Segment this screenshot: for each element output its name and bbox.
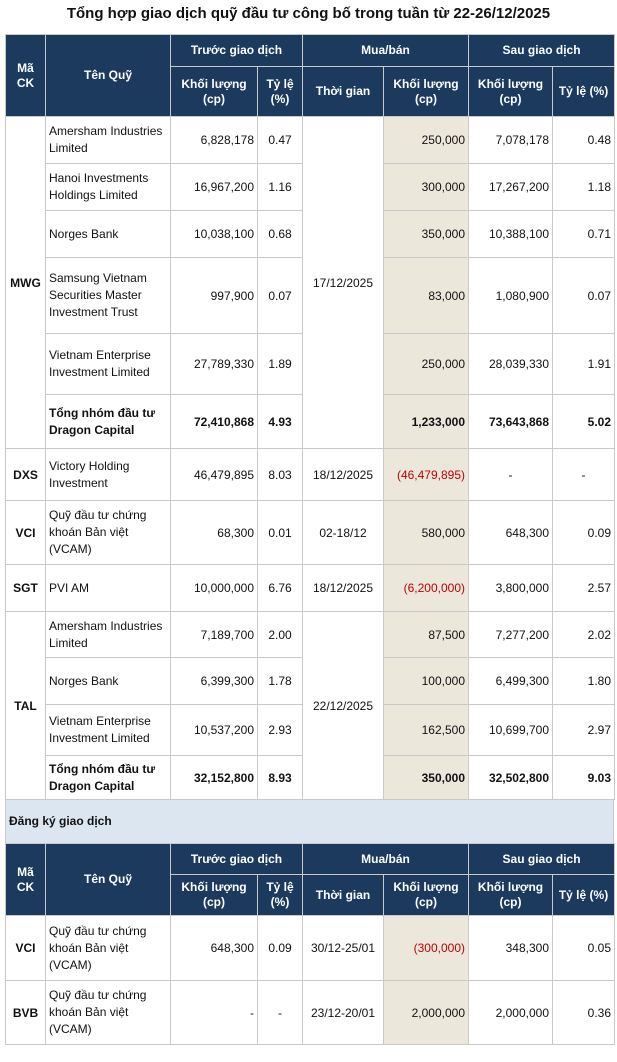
ratio-after: 1.80: [553, 658, 615, 705]
ratio-before: 8.93: [258, 756, 303, 800]
trade-volume: 580,000: [384, 501, 469, 565]
trade-volume: (6,200,000): [384, 565, 469, 612]
header-ma-ck: Mã CK: [6, 844, 46, 916]
trade-date: 22/12/2025: [303, 612, 384, 800]
volume-after: 3,800,000: [469, 565, 553, 612]
trade-volume: 350,000: [384, 211, 469, 258]
volume-before: 6,399,300: [171, 658, 258, 705]
fund-name: PVI AM: [46, 565, 171, 612]
volume-after: 10,388,100: [469, 211, 553, 258]
section-registrations-label: Đăng ký giao dịch: [5, 800, 614, 843]
ratio-after: 2.57: [553, 565, 615, 612]
stock-code: VCI: [6, 501, 46, 565]
header-kl-sau: Khối lượng (cp): [469, 875, 553, 916]
header-ten-quy: Tên Quỹ: [46, 35, 171, 117]
volume-after: 348,300: [469, 916, 553, 981]
trade-volume: (46,479,895): [384, 449, 469, 501]
ratio-after: 0.09: [553, 501, 615, 565]
ratio-before: 6.76: [258, 565, 303, 612]
header-tl-sau: Tỷ lệ (%): [553, 875, 615, 916]
volume-after: 7,078,178: [469, 117, 553, 164]
volume-before: -: [171, 981, 258, 1045]
stock-code: VCI: [6, 916, 46, 981]
header-thoi-gian: Thời gian: [303, 67, 384, 117]
ratio-before: 0.09: [258, 916, 303, 981]
volume-before: 7,189,700: [171, 612, 258, 658]
trade-volume: 2,000,000: [384, 981, 469, 1045]
ratio-before: 0.01: [258, 501, 303, 565]
fund-name: Tổng nhóm đầu tư Dragon Capital: [46, 395, 171, 449]
ratio-after: 5.02: [553, 395, 615, 449]
trade-volume: 250,000: [384, 117, 469, 164]
ratio-after: 0.36: [553, 981, 615, 1045]
fund-name: Quỹ đầu tư chứng khoán Bản việt (VCAM): [46, 916, 171, 981]
volume-after: 1,080,900: [469, 258, 553, 334]
ratio-before: 0.68: [258, 211, 303, 258]
header-thoi-gian: Thời gian: [303, 875, 384, 916]
table-row: [6, 117, 615, 164]
stock-code: SGT: [6, 565, 46, 612]
trade-volume: 100,000: [384, 658, 469, 705]
stock-code: DXS: [6, 449, 46, 501]
trade-volume: 83,000: [384, 258, 469, 334]
volume-after: 73,643,868: [469, 395, 553, 449]
ratio-before: 1.16: [258, 164, 303, 211]
registrations-table: [5, 843, 615, 1045]
trade-date: 23/12-20/01: [303, 981, 384, 1045]
trade-volume: 1,233,000: [384, 395, 469, 449]
table-row: [6, 565, 615, 612]
trade-date: 18/12/2025: [303, 449, 384, 501]
header-kl-truoc: Khối lượng (cp): [171, 875, 258, 916]
header-sau: Sau giao dịch: [469, 35, 615, 67]
volume-after: 10,699,700: [469, 705, 553, 756]
trade-volume: 250,000: [384, 334, 469, 395]
fund-name: Amersham Industries Limited: [46, 117, 171, 164]
fund-name: Vietnam Enterprise Investment Limited: [46, 705, 171, 756]
ratio-after: 1.91: [553, 334, 615, 395]
page-title: Tổng hợp giao dịch quỹ đầu tư công bố trong tuần từ 22-26/12/2025: [66, 5, 551, 22]
header-kl-muaban: Khối lượng (cp): [384, 875, 469, 916]
stock-code: BVB: [6, 981, 46, 1045]
ratio-after: 0.05: [553, 916, 615, 981]
volume-after: 32,502,800: [469, 756, 553, 800]
header-truoc: Trước giao dịch: [171, 35, 303, 67]
table-row: [6, 449, 615, 501]
ratio-after: 0.48: [553, 117, 615, 164]
volume-before: 16,967,200: [171, 164, 258, 211]
header-kl-sau: Khối lượng (cp): [469, 67, 553, 117]
fund-name: Norges Bank: [46, 658, 171, 705]
ratio-before: 2.00: [258, 612, 303, 658]
volume-before: 32,152,800: [171, 756, 258, 800]
header-muaban: Mua/bán: [303, 844, 469, 875]
volume-before: 10,038,100: [171, 211, 258, 258]
stock-code: TAL: [6, 612, 46, 800]
fund-name: Samsung Vietnam Securities Master Investment Trust: [46, 258, 171, 334]
volume-before: 10,000,000: [171, 565, 258, 612]
volume-after: 17,267,200: [469, 164, 553, 211]
header-sau: Sau giao dịch: [469, 844, 615, 875]
volume-before: 648,300: [171, 916, 258, 981]
volume-after: 28,039,330: [469, 334, 553, 395]
table-row: [6, 916, 615, 981]
header-tl-truoc: Tỷ lệ (%): [258, 67, 303, 117]
header-kl-muaban: Khối lượng (cp): [384, 67, 469, 117]
header-tl-sau: Tỷ lệ (%): [553, 67, 615, 117]
ratio-after: -: [553, 449, 615, 501]
header-ten-quy: Tên Quỹ: [46, 844, 171, 916]
header-ma-ck: Mã CK: [6, 35, 46, 117]
fund-name: Amersham Industries Limited: [46, 612, 171, 658]
table-row: [6, 501, 615, 565]
ratio-after: 2.97: [553, 705, 615, 756]
ratio-after: 1.18: [553, 164, 615, 211]
trade-date: 02-18/12: [303, 501, 384, 565]
trade-volume: 87,500: [384, 612, 469, 658]
fund-name: Vietnam Enterprise Investment Limited: [46, 334, 171, 395]
header-truoc: Trước giao dịch: [171, 844, 303, 875]
transactions-table: [5, 34, 615, 800]
fund-name: Quỹ đầu tư chứng khoán Bản việt (VCAM): [46, 981, 171, 1045]
ratio-before: 1.78: [258, 658, 303, 705]
ratio-after: 0.71: [553, 211, 615, 258]
ratio-before: 0.47: [258, 117, 303, 164]
trade-volume: 300,000: [384, 164, 469, 211]
volume-before: 72,410,868: [171, 395, 258, 449]
fund-name: Hanoi Investments Holdings Limited: [46, 164, 171, 211]
table-row: [6, 981, 615, 1045]
fund-name: Quỹ đầu tư chứng khoán Bản việt (VCAM): [46, 501, 171, 565]
trade-volume: 162,500: [384, 705, 469, 756]
volume-before: 10,537,200: [171, 705, 258, 756]
ratio-before: 0.07: [258, 258, 303, 334]
volume-after: 648,300: [469, 501, 553, 565]
ratio-before: 2.93: [258, 705, 303, 756]
volume-before: 46,479,895: [171, 449, 258, 501]
trade-date: 17/12/2025: [303, 117, 384, 449]
stock-code: MWG: [6, 117, 46, 449]
trade-date: 18/12/2025: [303, 565, 384, 612]
header-kl-truoc: Khối lượng (cp): [171, 67, 258, 117]
volume-before: 27,789,330: [171, 334, 258, 395]
trade-date: 30/12-25/01: [303, 916, 384, 981]
table-row: [6, 612, 615, 658]
header-muaban: Mua/bán: [303, 35, 469, 67]
ratio-after: 0.07: [553, 258, 615, 334]
volume-after: 7,277,200: [469, 612, 553, 658]
volume-after: -: [469, 449, 553, 501]
trade-volume: 350,000: [384, 756, 469, 800]
volume-after: 6,499,300: [469, 658, 553, 705]
ratio-before: 8.03: [258, 449, 303, 501]
header-tl-truoc: Tỷ lệ (%): [258, 875, 303, 916]
volume-before: 997,900: [171, 258, 258, 334]
ratio-before: 1.89: [258, 334, 303, 395]
fund-name: Victory Holding Investment: [46, 449, 171, 501]
volume-before: 6,828,178: [171, 117, 258, 164]
ratio-before: 4.93: [258, 395, 303, 449]
volume-before: 68,300: [171, 501, 258, 565]
ratio-after: 2.02: [553, 612, 615, 658]
ratio-before: -: [258, 981, 303, 1045]
fund-name: Norges Bank: [46, 211, 171, 258]
ratio-after: 9.03: [553, 756, 615, 800]
trade-volume: (300,000): [384, 916, 469, 981]
fund-name: Tổng nhóm đầu tư Dragon Capital: [46, 756, 171, 800]
volume-after: 2,000,000: [469, 981, 553, 1045]
